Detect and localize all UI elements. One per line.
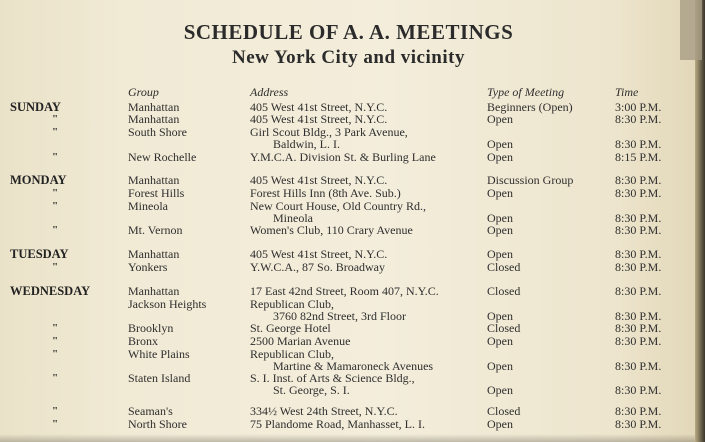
- address-line: Republican Club,: [250, 297, 334, 311]
- address-line-2: Martine & Mamaroneck Avenues: [273, 359, 434, 373]
- group-name: Mineola: [128, 199, 168, 213]
- meeting-time: 8:30 P.M.: [615, 247, 662, 261]
- group-name: New Rochelle: [128, 150, 197, 164]
- day-ditto-mark: ": [52, 151, 59, 163]
- meeting-time: 8:30 P.M.: [615, 383, 662, 397]
- address-line-2: St. George, S. I.: [273, 383, 350, 397]
- header-type: Type of Meeting: [487, 85, 565, 99]
- meeting-time: 3:00 P.M.: [615, 100, 662, 114]
- group-name: Brooklyn: [128, 321, 174, 335]
- group-name: Manhattan: [128, 112, 180, 126]
- group-name: Manhattan: [128, 173, 180, 187]
- header-address: Address: [250, 85, 289, 99]
- group-name: Yonkers: [128, 260, 168, 274]
- meeting-time: 8:30 P.M.: [615, 404, 662, 418]
- day-ditto-mark: ": [52, 200, 59, 212]
- meeting-type: Closed: [487, 284, 521, 298]
- meeting-type: Discussion Group: [487, 173, 574, 187]
- group-name: Bronx: [128, 334, 158, 348]
- meeting-type: Open: [487, 150, 513, 164]
- meeting-type: Open: [487, 359, 513, 373]
- address-line: Girl Scout Bldg., 3 Park Avenue,: [250, 125, 408, 139]
- meeting-type: Open: [487, 223, 513, 237]
- meeting-time: 8:30 P.M.: [615, 211, 662, 225]
- address-line: 405 West 41st Street, N.Y.C.: [250, 247, 388, 261]
- address-line: Y.M.C.A. Division St. & Burling Lane: [250, 150, 436, 164]
- meeting-type: Open: [487, 383, 513, 397]
- group-name: White Plains: [128, 347, 190, 361]
- day-ditto-mark: ": [52, 322, 59, 334]
- meeting-type: Open: [487, 186, 513, 200]
- meeting-time: 8:30 P.M.: [615, 309, 662, 323]
- day-ditto-mark: ": [52, 113, 59, 125]
- day-ditto-mark: ": [52, 335, 59, 347]
- meeting-time: 8:30 P.M.: [615, 112, 662, 126]
- group-name: Manhattan: [128, 284, 180, 298]
- group-name: Mt. Vernon: [128, 223, 183, 237]
- address-line: S. I. Inst. of Arts & Science Bldg.,: [250, 371, 415, 385]
- meeting-type: Open: [487, 247, 513, 261]
- address-line: 405 West 41st Street, N.Y.C.: [250, 112, 388, 126]
- address-line: 75 Plandome Road, Manhasset, L. I.: [250, 417, 425, 431]
- day-ditto-mark: ": [52, 224, 59, 236]
- header-time: Time: [615, 85, 639, 99]
- address-line: Women's Club, 110 Crary Avenue: [250, 223, 413, 237]
- meeting-time: 8:30 P.M.: [615, 284, 662, 298]
- address-line: 405 West 41st Street, N.Y.C.: [250, 100, 388, 114]
- page-subtitle: New York City and vicinity: [232, 47, 465, 68]
- day-label: TUESDAY: [10, 247, 69, 261]
- day-ditto-mark: ": [52, 418, 59, 430]
- page-title: SCHEDULE OF A. A. MEETINGS: [183, 20, 514, 44]
- address-line-2: Mineola: [273, 211, 313, 225]
- address-line: Republican Club,: [250, 347, 334, 361]
- page-edge: [695, 0, 705, 442]
- meeting-time: 8:30 P.M.: [615, 417, 662, 431]
- meeting-type: Open: [487, 137, 513, 151]
- day-ditto-mark: ": [52, 405, 59, 417]
- group-name: Staten Island: [128, 371, 191, 385]
- meeting-type: Open: [487, 334, 513, 348]
- address-line: 2500 Marian Avenue: [250, 334, 351, 348]
- address-line-2: Baldwin, L. I.: [273, 137, 340, 151]
- day-ditto-mark: ": [52, 126, 59, 138]
- address-line: New Court House, Old Country Rd.,: [250, 199, 426, 213]
- meeting-time: 8:30 P.M.: [615, 334, 662, 348]
- day-ditto-mark: ": [52, 348, 59, 360]
- meeting-time: 8:15 P.M.: [615, 150, 662, 164]
- meeting-time: 8:30 P.M.: [615, 321, 662, 335]
- day-ditto-mark: ": [52, 261, 59, 273]
- group-name: Manhattan: [128, 247, 180, 261]
- group-name: Seaman's: [128, 404, 173, 418]
- address-line: 17 East 42nd Street, Room 407, N.Y.C.: [250, 284, 439, 298]
- meeting-type: Open: [487, 112, 513, 126]
- meeting-time: 8:30 P.M.: [615, 223, 662, 237]
- tape-strip: [680, 0, 702, 60]
- meeting-time: 8:30 P.M.: [615, 137, 662, 151]
- meeting-type: Open: [487, 417, 513, 431]
- address-line: St. George Hotel: [250, 321, 331, 335]
- group-name: Jackson Heights: [128, 297, 207, 311]
- meeting-type: Closed: [487, 404, 521, 418]
- address-line: 405 West 41st Street, N.Y.C.: [250, 173, 388, 187]
- address-line: Y.W.C.A., 87 So. Broadway: [250, 260, 386, 274]
- day-label: SUNDAY: [10, 100, 61, 114]
- meeting-type: Open: [487, 309, 513, 323]
- group-name: Forest Hills: [128, 186, 185, 200]
- page-cutoff: [0, 434, 697, 442]
- day-ditto-mark: ": [52, 187, 59, 199]
- address-line: 334½ West 24th Street, N.Y.C.: [250, 404, 398, 418]
- meeting-time: 8:30 P.M.: [615, 260, 662, 274]
- day-label: MONDAY: [10, 173, 67, 187]
- address-line: Forest Hills Inn (8th Ave. Sub.): [250, 186, 401, 200]
- meeting-type: Closed: [487, 321, 521, 335]
- day-ditto-mark: ": [52, 372, 59, 384]
- meeting-type: Beginners (Open): [487, 100, 573, 114]
- header-group: Group: [128, 85, 159, 99]
- meeting-time: 8:30 P.M.: [615, 186, 662, 200]
- meeting-type: Closed: [487, 260, 521, 274]
- day-label: WEDNESDAY: [10, 284, 91, 298]
- group-name: Manhattan: [128, 100, 180, 114]
- group-name: South Shore: [128, 125, 188, 139]
- meeting-type: Open: [487, 211, 513, 225]
- meeting-time: 8:30 P.M.: [615, 173, 662, 187]
- address-line-2: 3760 82nd Street, 3rd Floor: [273, 309, 406, 323]
- group-name: North Shore: [128, 417, 187, 431]
- meeting-time: 8:30 P.M.: [615, 359, 662, 373]
